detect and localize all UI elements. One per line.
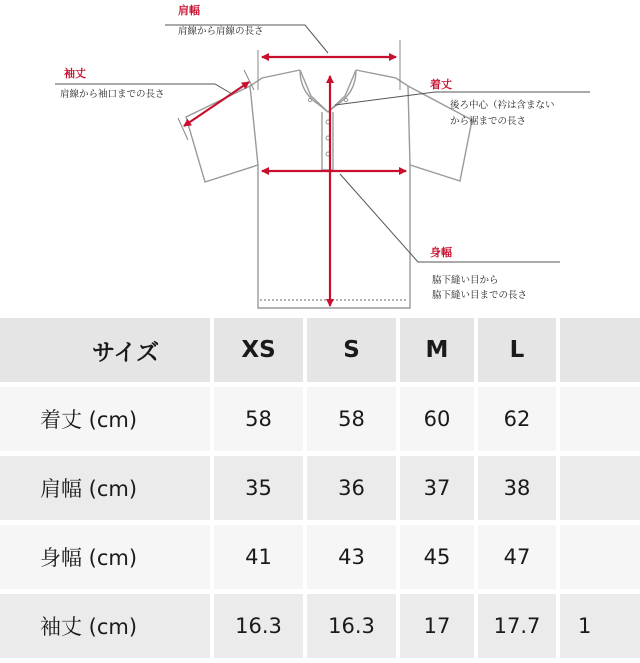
cell-m: 45 [398, 523, 476, 592]
table-row-sodetake [0, 592, 640, 661]
size-header-m: M [398, 318, 476, 385]
row-label: 着丈 (cm) [0, 385, 212, 454]
cell-next [558, 523, 640, 592]
table-row-kitake [0, 385, 640, 454]
row-label: 袖丈 (cm) [0, 592, 212, 661]
cell-s: 36 [305, 454, 398, 523]
cell-xs: 16.3 [212, 592, 305, 661]
cell-s: 16.3 [305, 592, 398, 661]
kitake-desc-line2: から裾までの長さ [450, 116, 527, 127]
cell-l: 17.7 [476, 592, 558, 661]
mihaba-desc-line2: 脇下縫い目までの長さ [432, 290, 528, 301]
shirt-measurement-diagram [0, 0, 640, 318]
katahaba-desc: 肩線から肩線の長さ [178, 26, 264, 37]
mihaba-title: 身幅 [430, 246, 452, 259]
size-header-l: L [476, 318, 558, 385]
size-header-next [558, 318, 640, 385]
cell-s: 58 [305, 385, 398, 454]
guide-lines [178, 40, 400, 140]
cell-l: 47 [476, 523, 558, 592]
table-row-mihaba [0, 523, 640, 592]
katahaba-title: 肩幅 [178, 4, 200, 17]
size-header-xs: XS [212, 318, 305, 385]
cell-l: 38 [476, 454, 558, 523]
shirt-buttons [308, 98, 347, 156]
cell-s: 43 [305, 523, 398, 592]
kitake-title: 着丈 [430, 78, 452, 91]
mihaba-desc-line1: 脇下縫い目から [432, 275, 499, 286]
table-row-katahaba [0, 454, 640, 523]
row-label: 身幅 (cm) [0, 523, 212, 592]
cell-next [558, 385, 640, 454]
size-header-s: S [305, 318, 398, 385]
cell-next: 1 [558, 592, 640, 661]
size-header-label: サイズ [0, 318, 212, 385]
cell-xs: 35 [212, 454, 305, 523]
size-header-row [0, 318, 640, 385]
cell-xs: 41 [212, 523, 305, 592]
cell-m: 17 [398, 592, 476, 661]
cell-m: 37 [398, 454, 476, 523]
cell-next [558, 454, 640, 523]
size-table [0, 318, 640, 663]
cell-xs: 58 [212, 385, 305, 454]
cell-m: 60 [398, 385, 476, 454]
sodetake-arrow [184, 82, 249, 126]
measurement-arrows [184, 57, 406, 306]
sodetake-desc: 肩線から袖口までの長さ [60, 89, 165, 100]
cell-l: 62 [476, 385, 558, 454]
kitake-desc-line1: 後ろ中心（衿は含まない [450, 100, 555, 111]
sodetake-title: 袖丈 [64, 67, 86, 80]
row-label: 肩幅 (cm) [0, 454, 212, 523]
